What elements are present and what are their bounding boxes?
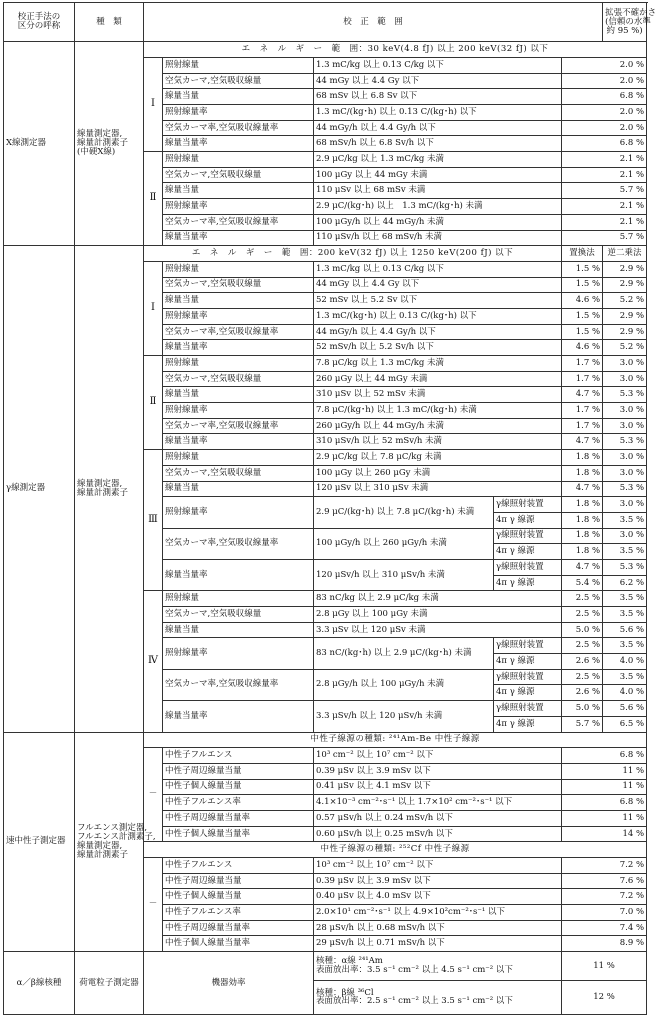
range-cell: 28 μSv/h 以上 0.68 mSv/h 以下 [314, 920, 562, 936]
range-cell: 310 μSv 以上 52 mSv 未満 [314, 387, 562, 403]
quantity-cell: 線量当量 [163, 293, 314, 309]
range-cell: 2.8 μGy 以上 100 μGy 未満 [314, 607, 562, 623]
uncertainty-inverse-square: 3.0 % [603, 528, 647, 544]
quantity-cell: 照射線量率 [163, 403, 314, 419]
uncertainty-inverse-square: 6.2 % [603, 575, 647, 591]
uncertainty-substitution: 1.8 % [562, 512, 603, 528]
range-cell: 52 mSv/h 以上 5.2 Sv/h 以下 [314, 340, 562, 356]
range-cell: 44 mGy 以上 4.4 Gy 以下 [314, 277, 562, 293]
uncertainty-cell: 8.9 % [562, 936, 647, 952]
nuclide-range-cell [314, 952, 562, 981]
quantity-cell: 空気カーマ率,空気吸収線量率 [163, 418, 314, 434]
uncertainty-cell: 11 % [562, 952, 647, 981]
level-label: Ⅰ [144, 57, 163, 151]
range-cell: 2.9 μC/(kg･h) 以上 1.3 mC/(kg･h) 未満 [314, 199, 562, 215]
uncertainty-inverse-square: 2.9 % [603, 261, 647, 277]
uncertainty-substitution: 4.7 % [562, 387, 603, 403]
alphabeta-quantity: 機器効率 [144, 952, 314, 1015]
range-cell: 68 mSv 以上 6.8 Sv 以下 [314, 89, 562, 105]
uncertainty-inverse-square: 3.5 % [603, 607, 647, 623]
quantity-cell: 線量当量率 [163, 136, 314, 152]
quantity-cell: 照射線量 [163, 450, 314, 466]
uncertainty-inverse-square: 5.6 % [603, 701, 647, 717]
xray-types: 線量測定器, 線量計測素子 (中硬X線) [75, 42, 144, 246]
uncertainty-substitution: 5.0 % [562, 622, 603, 638]
nuclide-label: 核種：β線 ³⁶Cl [316, 987, 374, 998]
uncertainty-inverse-square: 3.0 % [603, 356, 647, 372]
uncertainty-cell: 11 % [562, 810, 647, 826]
uncertainty-substitution: 4.7 % [562, 434, 603, 450]
uncertainty-inverse-square: 3.5 % [603, 591, 647, 607]
source-cell: γ線照射装置 [494, 669, 562, 685]
quantity-cell: 線量当量 [163, 89, 314, 105]
uncertainty-substitution: 1.5 % [562, 261, 603, 277]
table-row [4, 42, 647, 58]
uncertainty-substitution: 5.4 % [562, 575, 603, 591]
uncertainty-inverse-square: 3.5 % [603, 512, 647, 528]
range-cell: 110 μSv/h 以上 68 mSv/h 未満 [314, 230, 562, 246]
uncertainty-inverse-square: 2.9 % [603, 324, 647, 340]
range-cell: 260 μGy 以上 44 mGy 未満 [314, 371, 562, 387]
quantity-cell: 中性子周辺線量当量率 [163, 920, 314, 936]
xray-energy-range: エ ネ ル ギ ー 範 囲：30 keV(4.8 fJ) 以上 200 keV(32 fJ) 以下 [144, 42, 647, 58]
range-cell: 3.3 μSv 以上 120 μSv 未満 [314, 622, 562, 638]
quantity-cell: 空気カーマ,空気吸収線量 [163, 371, 314, 387]
quantity-cell: 空気カーマ率,空気吸収線量率 [163, 324, 314, 340]
uncertainty-cell: 2.1 % [562, 167, 647, 183]
calibration-scope-table [3, 2, 656, 1015]
range-cell: 7.8 μC/kg 以上 1.3 mC/kg 未満 [314, 356, 562, 372]
uncertainty-inverse-square: 4.0 % [603, 685, 647, 701]
table-row [4, 3, 647, 42]
uncertainty-inverse-square: 3.0 % [603, 371, 647, 387]
neutron-types: フルエンス測定器, フルエンス計測素子, 線量測定器, 線量計測素子 [75, 732, 144, 952]
uncertainty-inverse-square: 5.3 % [603, 434, 647, 450]
uncertainty-inverse-square: 3.5 % [603, 544, 647, 560]
uncertainty-inverse-square: 3.5 % [603, 669, 647, 685]
uncertainty-cell: 5.7 % [562, 230, 647, 246]
quantity-cell: 照射線量率 [163, 497, 314, 528]
inverse-square-head: 逆二乗法 [603, 246, 647, 262]
source-cell: γ線照射装置 [494, 497, 562, 513]
range-cell: 0.57 μSv/h 以上 0.24 mSv/h 以下 [314, 810, 562, 826]
level-label: Ⅰ [144, 261, 163, 355]
quantity-cell: 線量当量率 [163, 559, 314, 590]
uncertainty-substitution: 2.5 % [562, 607, 603, 623]
uncertainty-inverse-square: 5.3 % [603, 481, 647, 497]
range-cell: 2.0×10¹ cm⁻²･s⁻¹ 以上 4.9×10²cm⁻²･s⁻¹ 以下 [314, 905, 562, 921]
xray-method: X線測定器 [4, 42, 75, 246]
uncertainty-cell: 2.1 % [562, 214, 647, 230]
range-cell: 100 μGy 以上 260 μGy 未満 [314, 465, 562, 481]
quantity-cell: 線量当量 [163, 387, 314, 403]
range-cell: 310 μSv/h 以上 52 mSv/h 未満 [314, 434, 562, 450]
uncertainty-cell: 11 % [562, 763, 647, 779]
uncertainty-cell: 7.6 % [562, 873, 647, 889]
uncertainty-cell: 14 % [562, 826, 647, 842]
level-label: Ⅱ [144, 152, 163, 246]
quantity-cell: 空気カーマ,空気吸収線量 [163, 277, 314, 293]
quantity-cell: 中性子フルエンス率 [163, 905, 314, 921]
alphabeta-type: 荷電粒子測定器 [75, 952, 144, 1015]
level-label: Ⅲ [144, 450, 163, 591]
uncertainty-substitution: 2.5 % [562, 591, 603, 607]
range-cell: 1.3 mC/kg 以上 0.13 C/kg 以下 [314, 57, 562, 73]
level-label: － [144, 748, 163, 842]
range-cell: 100 μGy/h 以上 260 μGy/h 未満 [314, 528, 494, 559]
range-cell: 0.41 μSv 以上 4.1 mSv 以下 [314, 779, 562, 795]
header-method: 校正手法の 区分の呼称 [4, 3, 75, 42]
range-cell: 10³ cm⁻² 以上 10⁷ cm⁻² 以下 [314, 858, 562, 874]
uncertainty-cell: 12 % [562, 980, 647, 1014]
source-cell: 4π γ 線源 [494, 544, 562, 560]
range-cell: 83 nC/kg 以上 2.9 μC/kg 未満 [314, 591, 562, 607]
range-cell: 0.40 μSv 以上 4.0 mSv 以下 [314, 889, 562, 905]
uncertainty-inverse-square: 3.0 % [603, 465, 647, 481]
range-cell: 260 μGy/h 以上 44 mGy/h 未満 [314, 418, 562, 434]
range-cell: 44 mGy/h 以上 4.4 Gy/h 以下 [314, 120, 562, 136]
uncertainty-substitution: 2.6 % [562, 685, 603, 701]
uncertainty-cell: 2.0 % [562, 105, 647, 121]
uncertainty-substitution: 2.5 % [562, 669, 603, 685]
uncertainty-substitution: 2.6 % [562, 654, 603, 670]
source-cell: 4π γ 線源 [494, 512, 562, 528]
quantity-cell: 線量当量 [163, 622, 314, 638]
uncertainty-cell: 11 % [562, 779, 647, 795]
neutron-source-banner: 中性子線源の種類: ²⁴¹Am-Be 中性子線源 [144, 732, 647, 748]
range-cell: 2.9 μC/kg 以上 1.3 mC/kg 未満 [314, 152, 562, 168]
source-cell: γ線照射装置 [494, 559, 562, 575]
range-cell: 3.3 μSv/h 以上 120 μSv/h 未満 [314, 701, 494, 732]
range-cell: 2.9 μC/kg 以上 7.8 μC/kg 未満 [314, 450, 562, 466]
range-cell: 0.39 μSv 以上 3.9 mSv 以下 [314, 873, 562, 889]
quantity-cell: 照射線量 [163, 591, 314, 607]
uncertainty-substitution: 1.7 % [562, 403, 603, 419]
quantity-cell: 線量当量 [163, 481, 314, 497]
uncertainty-substitution: 1.8 % [562, 544, 603, 560]
emission-rate-range: 表面放出率：2.5 s⁻¹ cm⁻² 以上 3.5 s⁻¹ cm⁻² 以下 [316, 996, 513, 1007]
range-cell: 0.39 μSv 以上 3.9 mSv 以下 [314, 763, 562, 779]
uncertainty-substitution: 1.8 % [562, 497, 603, 513]
source-cell: γ線照射装置 [494, 701, 562, 717]
uncertainty-substitution: 2.5 % [562, 638, 603, 654]
quantity-cell: 照射線量 [163, 356, 314, 372]
uncertainty-substitution: 1.8 % [562, 528, 603, 544]
uncertainty-cell: 2.0 % [562, 120, 647, 136]
uncertainty-cell: 6.8 % [562, 748, 647, 764]
quantity-cell: 空気カーマ,空気吸収線量 [163, 607, 314, 623]
uncertainty-inverse-square: 3.0 % [603, 403, 647, 419]
emission-rate-range: 表面放出率：3.5 s⁻¹ cm⁻² 以上 4.5 s⁻¹ cm⁻² 以下 [316, 965, 513, 976]
quantity-cell: 照射線量 [163, 261, 314, 277]
uncertainty-substitution: 1.7 % [562, 356, 603, 372]
quantity-cell: 中性子周辺線量当量 [163, 873, 314, 889]
uncertainty-inverse-square: 2.9 % [603, 308, 647, 324]
range-cell: 2.8 μGy/h 以上 100 μGy/h 未満 [314, 669, 494, 700]
quantity-cell: 空気カーマ,空気吸収線量 [163, 73, 314, 89]
uncertainty-substitution: 4.7 % [562, 481, 603, 497]
quantity-cell: 空気カーマ,空気吸収線量 [163, 167, 314, 183]
range-cell: 68 mSv/h 以上 6.8 Sv/h 以下 [314, 136, 562, 152]
quantity-cell: 空気カーマ率,空気吸収線量率 [163, 120, 314, 136]
quantity-cell: 中性子フルエンス [163, 748, 314, 764]
quantity-cell: 空気カーマ率,空気吸収線量率 [163, 669, 314, 700]
range-cell: 4.1×10⁻³ cm⁻²･s⁻¹ 以上 1.7×10² cm⁻²･s⁻¹ 以下 [314, 795, 562, 811]
quantity-cell: 中性子周辺線量当量 [163, 763, 314, 779]
quantity-cell: 中性子周辺線量当量率 [163, 810, 314, 826]
uncertainty-substitution: 1.5 % [562, 324, 603, 340]
range-cell: 52 mSv 以上 5.2 Sv 以下 [314, 293, 562, 309]
level-label: Ⅳ [144, 591, 163, 732]
source-cell: 4π γ 線源 [494, 685, 562, 701]
uncertainty-inverse-square: 2.9 % [603, 277, 647, 293]
quantity-cell: 照射線量 [163, 152, 314, 168]
quantity-cell: 中性子個人線量当量率 [163, 826, 314, 842]
uncertainty-substitution: 4.6 % [562, 293, 603, 309]
uncertainty-cell: 2.0 % [562, 73, 647, 89]
uncertainty-substitution: 1.5 % [562, 308, 603, 324]
uncertainty-cell: 6.8 % [562, 795, 647, 811]
uncertainty-inverse-square: 3.0 % [603, 497, 647, 513]
uncertainty-cell: 6.8 % [562, 89, 647, 105]
substitution-method-head: 置換法 [562, 246, 603, 262]
source-cell: 4π γ 線源 [494, 575, 562, 591]
uncertainty-cell: 7.2 % [562, 889, 647, 905]
alphabeta-method: α／β線核種 [4, 952, 75, 1015]
range-cell: 120 μSv/h 以上 310 μSv/h 未満 [314, 559, 494, 590]
quantity-cell: 照射線量率 [163, 199, 314, 215]
uncertainty-cell: 5.7 % [562, 183, 647, 199]
range-cell: 0.60 μSv/h 以上 0.25 mSv/h 以下 [314, 826, 562, 842]
quantity-cell: 照射線量率 [163, 105, 314, 121]
quantity-cell: 中性子フルエンス [163, 858, 314, 874]
quantity-cell: 中性子個人線量当量 [163, 779, 314, 795]
nuclide-label: 核種：α線 ²⁴¹Am [316, 956, 383, 967]
level-label: Ⅱ [144, 356, 163, 450]
uncertainty-substitution: 1.5 % [562, 277, 603, 293]
nuclide-range-cell [314, 980, 562, 1014]
range-cell: 29 μSv/h 以上 0.71 mSv/h 以下 [314, 936, 562, 952]
uncertainty-inverse-square: 5.3 % [603, 559, 647, 575]
quantity-cell: 中性子個人線量当量率 [163, 936, 314, 952]
range-cell: 100 μGy/h 以上 44 mGy/h 未満 [314, 214, 562, 230]
quantity-cell: 照射線量 [163, 57, 314, 73]
uncertainty-cell: 2.1 % [562, 199, 647, 215]
source-cell: γ線照射装置 [494, 638, 562, 654]
range-cell: 1.3 mC/kg 以上 0.13 C/kg 以下 [314, 261, 562, 277]
table-row [4, 952, 647, 981]
range-cell: 1.3 mC/(kg･h) 以上 0.13 C/(kg･h) 以下 [314, 308, 562, 324]
uncertainty-substitution: 1.7 % [562, 418, 603, 434]
uncertainty-substitution: 1.8 % [562, 465, 603, 481]
uncertainty-inverse-square: 4.0 % [603, 654, 647, 670]
quantity-cell: 空気カーマ率,空気吸収線量率 [163, 214, 314, 230]
uncertainty-inverse-square: 3.0 % [603, 418, 647, 434]
quantity-cell: 空気カーマ率,空気吸収線量率 [163, 528, 314, 559]
range-cell: 2.9 μC/(kg･h) 以上 7.8 μC/(kg･h) 未満 [314, 497, 494, 528]
uncertainty-cell: 2.1 % [562, 152, 647, 168]
uncertainty-substitution: 1.8 % [562, 450, 603, 466]
range-cell: 110 μSv 以上 68 mSv 未満 [314, 183, 562, 199]
uncertainty-inverse-square: 3.0 % [603, 450, 647, 466]
header-range: 校 正 範 囲 [144, 3, 603, 42]
uncertainty-cell: 2.0 % [562, 57, 647, 73]
gamma-energy-range: エ ネ ル ギ ー 範 囲：200 keV(32 fJ) 以上 1250 keV(200 fJ) 以下 [144, 246, 562, 262]
table-row [4, 246, 647, 262]
gamma-types: 線量測定器, 線量計測素子 [75, 246, 144, 732]
uncertainty-substitution: 1.7 % [562, 371, 603, 387]
range-cell: 44 mGy/h 以上 4.4 Gy/h 以下 [314, 324, 562, 340]
uncertainty-substitution: 5.7 % [562, 716, 603, 732]
header-uncertainty: 拡張不確かさ (信頼の水準 約 95 %) [603, 3, 647, 42]
uncertainty-inverse-square: 5.6 % [603, 622, 647, 638]
range-cell: 120 μSv 以上 310 μSv 未満 [314, 481, 562, 497]
quantity-cell: 照射線量率 [163, 308, 314, 324]
range-cell: 100 μGy 以上 44 mGy 未満 [314, 167, 562, 183]
range-cell: 1.3 mC/(kg･h) 以上 0.13 C/(kg･h) 以下 [314, 105, 562, 121]
neutron-method: 速中性子測定器 [4, 732, 75, 952]
uncertainty-inverse-square: 5.3 % [603, 387, 647, 403]
source-cell: γ線照射装置 [494, 528, 562, 544]
level-label: － [144, 858, 163, 952]
table-row [4, 732, 647, 748]
quantity-cell: 線量当量率 [163, 340, 314, 356]
gamma-method: γ線測定器 [4, 246, 75, 732]
uncertainty-inverse-square: 5.2 % [603, 293, 647, 309]
quantity-cell: 中性子個人線量当量 [163, 889, 314, 905]
uncertainty-cell: 7.4 % [562, 920, 647, 936]
quantity-cell: 中性子フルエンス率 [163, 795, 314, 811]
quantity-cell: 線量当量 [163, 183, 314, 199]
uncertainty-cell: 7.0 % [562, 905, 647, 921]
quantity-cell: 線量当量率 [163, 230, 314, 246]
source-cell: 4π γ 線源 [494, 716, 562, 732]
range-cell: 10³ cm⁻² 以上 10⁷ cm⁻² 以下 [314, 748, 562, 764]
header-type: 種 類 [75, 3, 144, 42]
uncertainty-inverse-square: 5.2 % [603, 340, 647, 356]
quantity-cell: 線量当量率 [163, 701, 314, 732]
uncertainty-cell: 6.8 % [562, 136, 647, 152]
uncertainty-substitution: 4.6 % [562, 340, 603, 356]
uncertainty-inverse-square: 3.5 % [603, 638, 647, 654]
range-cell: 7.8 μC/(kg･h) 以上 1.3 mC/(kg･h) 未満 [314, 403, 562, 419]
range-cell: 83 nC/(kg･h) 以上 2.9 μC/(kg･h) 未満 [314, 638, 494, 669]
quantity-cell: 線量当量率 [163, 434, 314, 450]
uncertainty-inverse-square: 6.5 % [603, 716, 647, 732]
uncertainty-cell: 7.2 % [562, 858, 647, 874]
quantity-cell: 照射線量率 [163, 638, 314, 669]
uncertainty-substitution: 4.7 % [562, 559, 603, 575]
range-cell: 44 mGy 以上 4.4 Gy 以下 [314, 73, 562, 89]
uncertainty-substitution: 5.0 % [562, 701, 603, 717]
neutron-source-banner: 中性子線源の種類: ²⁵²Cf 中性子線源 [144, 842, 647, 858]
quantity-cell: 空気カーマ,空気吸収線量 [163, 465, 314, 481]
source-cell: 4π γ 線源 [494, 654, 562, 670]
